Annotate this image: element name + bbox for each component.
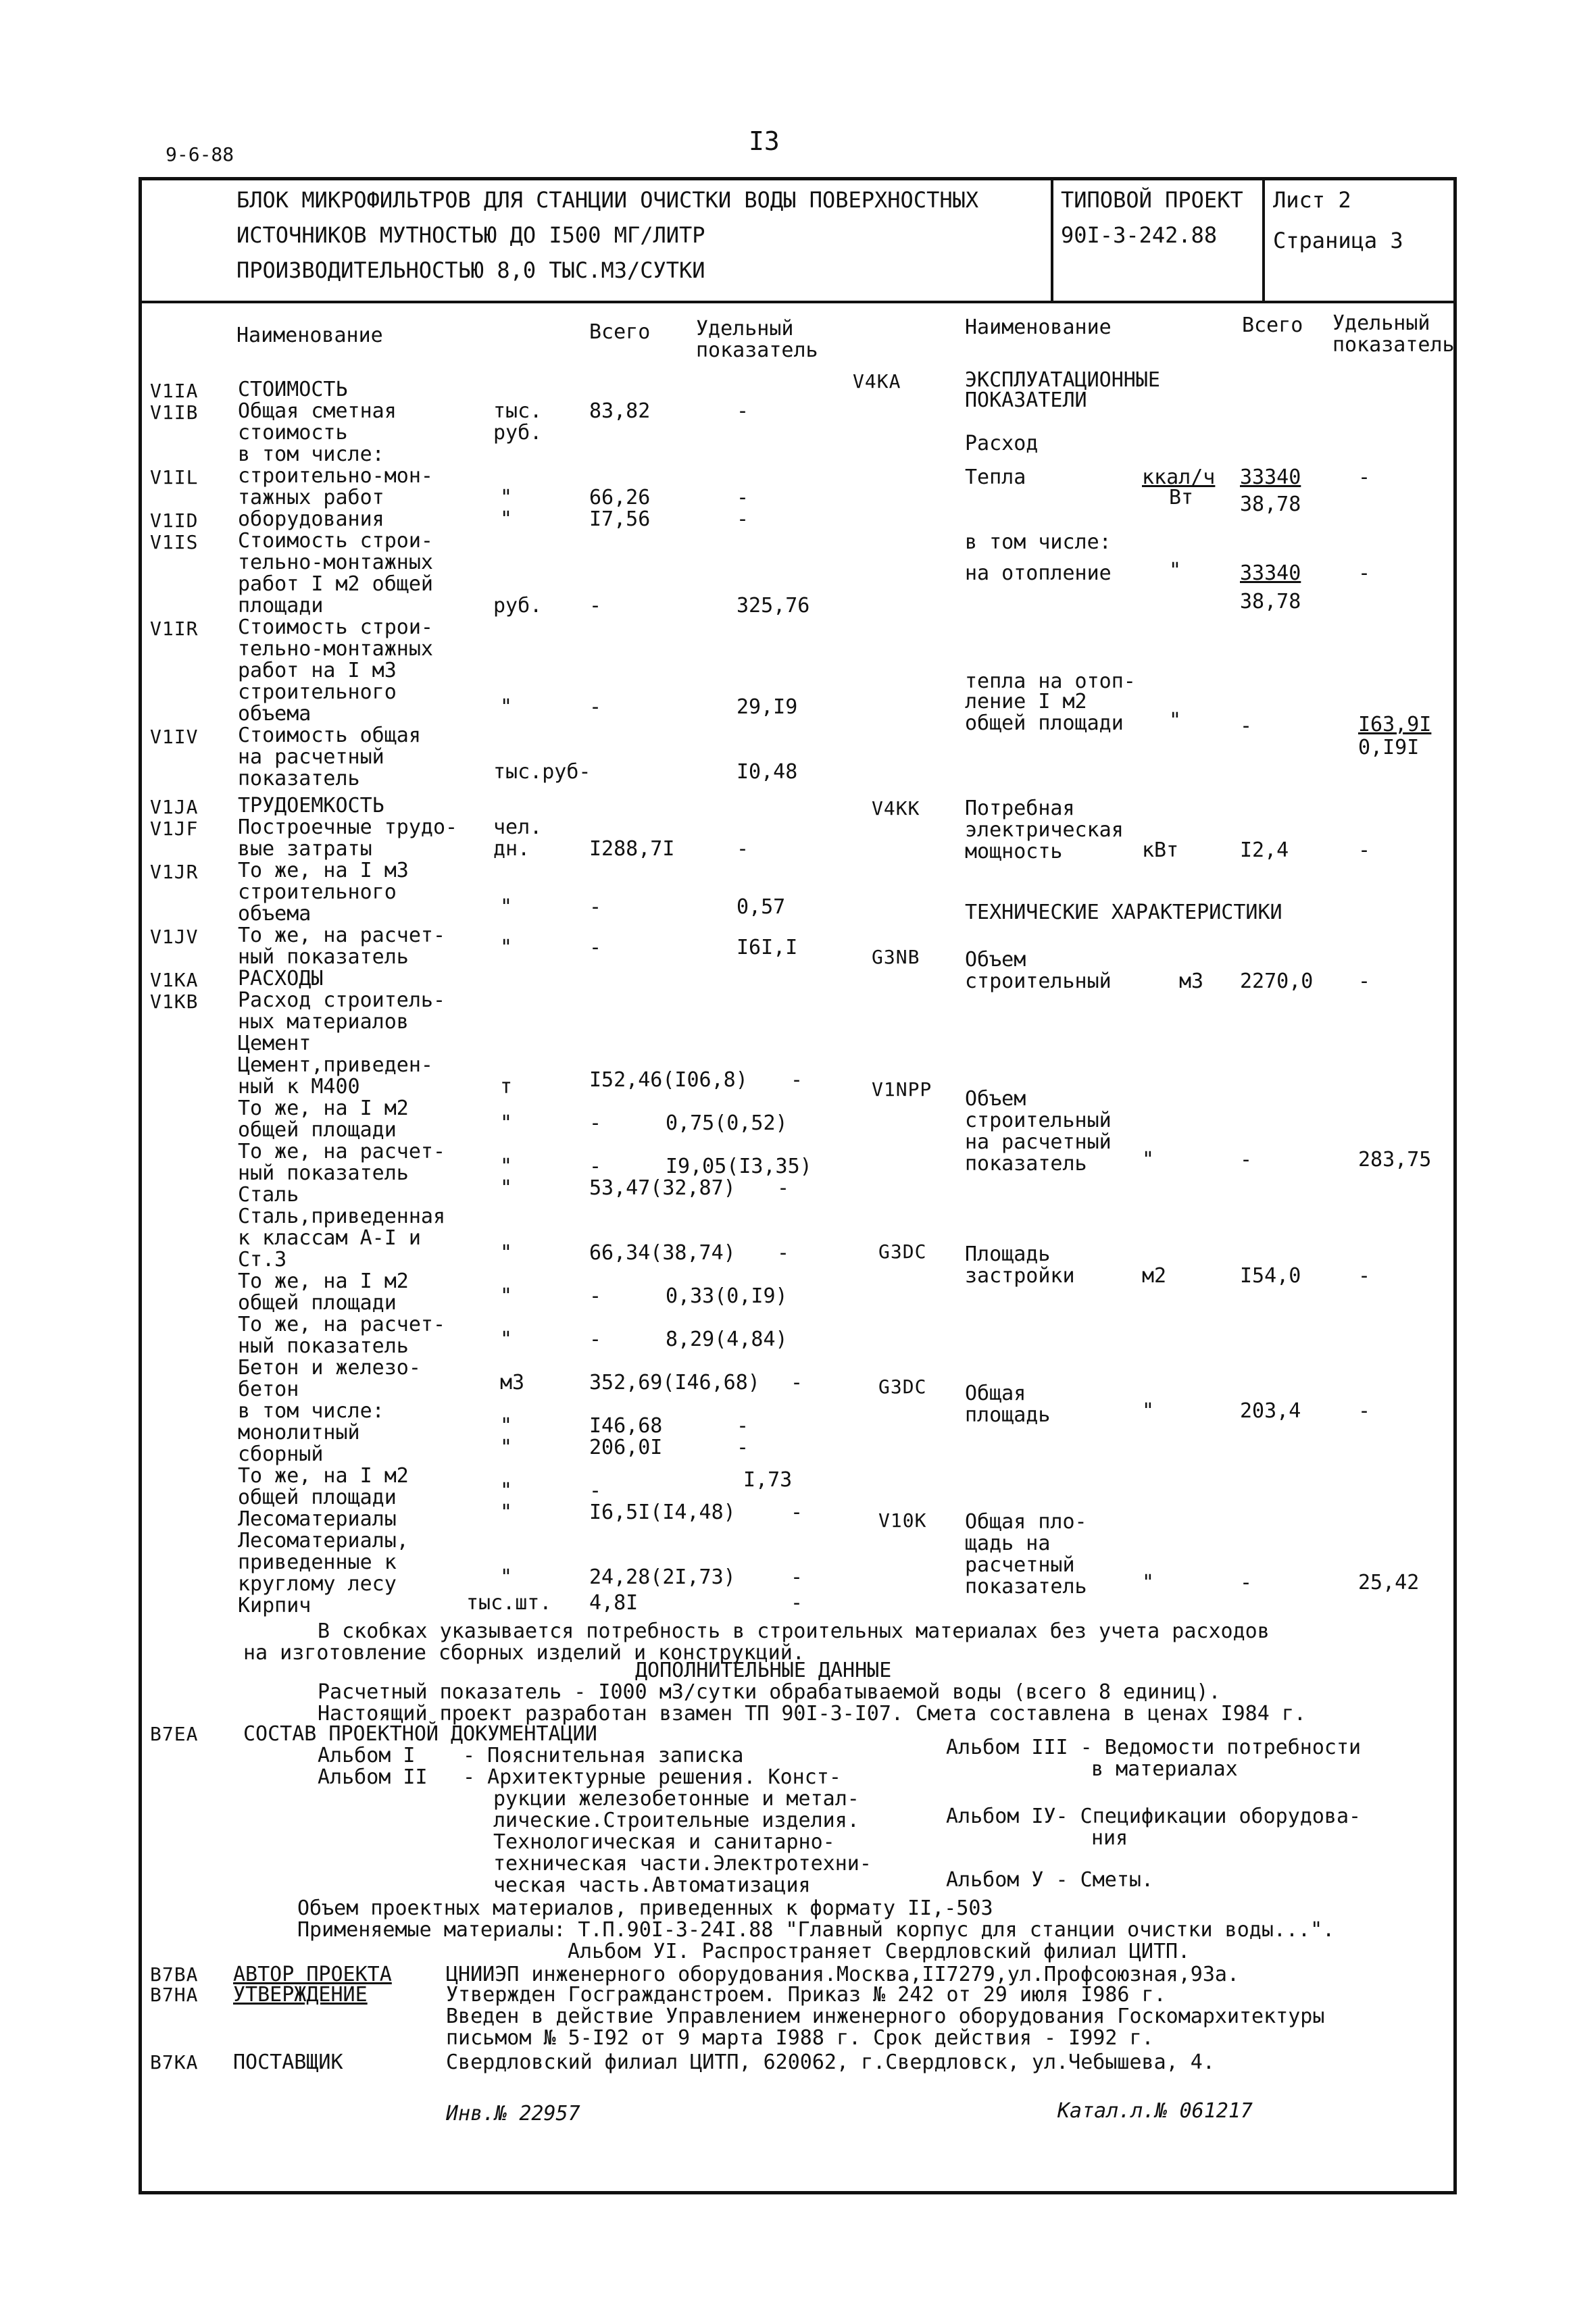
- left-spec: I9,05(I3,35): [666, 1155, 812, 1178]
- code: B7EA: [150, 1723, 199, 1745]
- album-desc: рукции железобетонные и метал-: [493, 1787, 859, 1811]
- left-unit: ": [500, 1155, 513, 1178]
- sheet-number: Лист 2: [1273, 187, 1351, 213]
- note: на изготовление сборных изделий и конструкций.: [243, 1641, 805, 1665]
- left-spec: -: [737, 837, 749, 861]
- left-spec: -: [737, 507, 749, 531]
- right-spec: -: [1358, 970, 1371, 993]
- left-unit: руб.: [493, 421, 543, 445]
- right-unit: ": [1142, 1148, 1155, 1172]
- section-heading: ДОПОЛНИТЕЛЬНЫЕ ДАННЫЕ: [635, 1659, 892, 1682]
- right-spec: 25,42: [1358, 1571, 1420, 1594]
- left-value: -: [589, 594, 602, 618]
- left-spec: 0,57: [737, 895, 786, 919]
- left-text: круглому лесу: [238, 1572, 397, 1596]
- left-text: строительно-мон-: [238, 464, 433, 488]
- left-text: сборный: [238, 1442, 324, 1466]
- code: B7BA: [150, 1963, 199, 1986]
- left-unit: ": [500, 1284, 513, 1308]
- right-text: Тепла: [965, 466, 1026, 489]
- right-text: строительный: [965, 1109, 1112, 1132]
- album-desc: ния: [1091, 1826, 1128, 1850]
- code: G3DC: [878, 1240, 927, 1263]
- right-value: 38,78: [1240, 493, 1301, 516]
- note: Расчетный показатель - I000 м3/сутки обрабатываемой воды (всего 8 единиц).: [318, 1680, 1221, 1704]
- left-text: СТОИМОСТЬ: [238, 378, 348, 401]
- left-unit: дн.: [493, 837, 530, 861]
- code: V1ID: [150, 509, 199, 532]
- left-unit: руб.: [493, 594, 543, 618]
- title-divider: [139, 301, 1457, 303]
- right-text: Расход: [965, 432, 1039, 455]
- left-text: То же, на расчет-: [238, 924, 446, 947]
- left-unit: чел.: [493, 815, 543, 839]
- code: V1JF: [150, 818, 199, 840]
- right-spec: -: [1358, 466, 1371, 489]
- left-text: общей площади: [238, 1486, 397, 1509]
- left-text: в том числе:: [238, 1399, 384, 1423]
- page-label: Страница 3: [1273, 228, 1403, 253]
- album-label: Альбом I: [318, 1744, 416, 1767]
- left-text: ных материалов: [238, 1010, 409, 1034]
- left-unit: ": [500, 486, 513, 509]
- title-line-2: ИСТОЧНИКОВ МУТНОСТЬЮ ДО I500 МГ/ЛИТР: [236, 222, 705, 248]
- left-unit: тыс.: [493, 399, 543, 423]
- note: В скобках указывается потребность в строительных материалах без учета расходов: [318, 1619, 1270, 1643]
- right-spec: -: [1358, 561, 1371, 585]
- right-unit: ": [1142, 1571, 1155, 1594]
- left-text: Лесоматериалы,: [238, 1529, 409, 1553]
- right-text: Объем: [965, 1087, 1026, 1111]
- left-text: строительного: [238, 680, 397, 704]
- right-unit: Вт: [1169, 486, 1194, 509]
- left-spec: -: [737, 486, 749, 509]
- left-text: оборудования: [238, 507, 384, 531]
- left-spec: -: [737, 399, 749, 423]
- right-value: -: [1240, 1148, 1253, 1172]
- left-value: 24,28(2I,73): [589, 1565, 736, 1589]
- right-value: 2270,0: [1240, 970, 1314, 993]
- header-spec-1: Удельный: [696, 317, 794, 341]
- left-text: объема: [238, 702, 311, 726]
- left-value: -: [589, 1328, 602, 1351]
- note: Применяемые материалы: Т.П.90I-3-24I.88 "Главный корпус для станции очистки воды...".: [297, 1918, 1335, 1942]
- header-name: Наименование: [236, 324, 383, 347]
- left-spec: I0,48: [737, 760, 798, 784]
- left-text: То же, на расчет-: [238, 1140, 446, 1163]
- left-value: -: [589, 1111, 602, 1135]
- left-spec: -: [791, 1591, 803, 1615]
- right-value: 33340: [1240, 561, 1301, 585]
- project-code: 90I-3-242.88: [1061, 222, 1218, 248]
- title-line-1: БЛОК МИКРОФИЛЬТРОВ ДЛЯ СТАНЦИИ ОЧИСТКИ ВОДЫ ПОВЕРХНОСТНЫХ: [236, 187, 979, 213]
- right-value: I2,4: [1240, 838, 1289, 862]
- right-text: площадь: [965, 1403, 1051, 1427]
- right-spec: -: [1358, 1264, 1371, 1288]
- left-spec: -: [737, 1414, 749, 1438]
- code: V10K: [878, 1509, 927, 1532]
- left-value: 206,0I: [589, 1436, 663, 1459]
- left-value: I7,56: [589, 507, 651, 531]
- right-text: строительный: [965, 970, 1112, 993]
- left-text: Стоимость строи-: [238, 615, 433, 639]
- left-spec: I6I,I: [737, 936, 798, 959]
- left-text: общей площади: [238, 1291, 397, 1315]
- code: V4KA: [853, 370, 901, 393]
- left-text: Сталь: [238, 1183, 299, 1207]
- left-value: 4,8I: [589, 1591, 639, 1615]
- right-value: -: [1240, 1571, 1253, 1594]
- left-spec: -: [791, 1501, 803, 1524]
- left-spec: -: [791, 1068, 803, 1092]
- approval-value: Утвержден Госгражданстроем. Приказ № 242 от 29 июля I986 г.: [446, 1983, 1166, 2007]
- code: V1JR: [150, 861, 199, 883]
- section-heading: СОСТАВ ПРОЕКТНОЙ ДОКУМЕНТАЦИИ: [243, 1722, 597, 1746]
- left-text: Ст.3: [238, 1248, 287, 1272]
- right-unit: м2: [1142, 1264, 1167, 1288]
- left-text: То же, на расчет-: [238, 1313, 446, 1336]
- left-value: 83,82: [589, 399, 651, 423]
- header-total: Всего: [589, 320, 651, 344]
- left-text: вые затраты: [238, 837, 372, 861]
- album-label: Альбом III - Ведомости потребности: [946, 1736, 1362, 1759]
- left-unit: ": [500, 1501, 513, 1524]
- left-text: строительного: [238, 880, 397, 904]
- left-text: ный к М400: [238, 1075, 360, 1099]
- right-text: Общая: [965, 1382, 1026, 1405]
- right-text: расчетный: [965, 1553, 1075, 1577]
- left-unit: ": [500, 507, 513, 531]
- left-text: монолитный: [238, 1421, 360, 1444]
- album-label: Альбом IУ- Спецификации оборудова-: [946, 1805, 1362, 1828]
- left-spec: 0,75(0,52): [666, 1111, 788, 1135]
- left-text: Построечные трудо-: [238, 815, 458, 839]
- supplier-value: Свердловский филиал ЦИТП, 620062, г.Свердловск, ул.Чебышева, 4.: [446, 2051, 1215, 2074]
- left-text: объема: [238, 902, 311, 926]
- left-value: -: [589, 1155, 602, 1178]
- left-text: на расчетный: [238, 745, 384, 769]
- code: V1KA: [150, 969, 199, 991]
- right-spec: I63,9I: [1358, 713, 1432, 736]
- left-text: ТРУДОЕМКОСТЬ: [238, 794, 384, 818]
- left-text: Общая сметная: [238, 399, 397, 423]
- right-text: в том числе:: [965, 530, 1112, 554]
- album-label: Альбом У - Сметы.: [946, 1868, 1154, 1892]
- left-spec: 0,33(0,I9): [666, 1284, 788, 1308]
- left-value: 53,47(32,87): [589, 1176, 736, 1200]
- left-value: -: [589, 695, 602, 719]
- left-unit: тыс.руб-: [493, 760, 591, 784]
- right-unit: м3: [1179, 970, 1204, 993]
- right-text: мощность: [965, 840, 1063, 863]
- left-spec: 29,I9: [737, 695, 798, 719]
- right-heading: ТЕХНИЧЕСКИЕ ХАРАКТЕРИСТИКИ: [965, 901, 1282, 924]
- header-spec-right-2: показатель: [1332, 333, 1455, 357]
- right-text: показатель: [965, 1152, 1087, 1176]
- left-spec: -: [737, 1436, 749, 1459]
- left-unit: ": [500, 895, 513, 919]
- right-text: Общая пло-: [965, 1510, 1087, 1534]
- left-text: ный показатель: [238, 1161, 409, 1185]
- left-value: -: [589, 1284, 602, 1308]
- code: V1IL: [150, 466, 199, 488]
- left-spec: 325,76: [737, 594, 810, 618]
- code: B7HA: [150, 1984, 199, 2006]
- left-unit: ": [500, 1111, 513, 1135]
- code: V1IR: [150, 618, 199, 640]
- left-unit: ": [500, 1479, 513, 1503]
- left-text: То же, на I м2: [238, 1464, 409, 1488]
- left-spec: I,73: [743, 1468, 793, 1492]
- album-desc: ческая часть.Автоматизация: [493, 1873, 811, 1897]
- left-text: приведенные к: [238, 1551, 397, 1574]
- left-text: Стоимость строи-: [238, 529, 433, 553]
- right-unit: ккал/ч: [1142, 466, 1216, 489]
- left-spec: -: [777, 1241, 790, 1265]
- left-unit: ": [500, 936, 513, 959]
- right-text: Потребная: [965, 797, 1075, 820]
- right-text: показатель: [965, 1575, 1087, 1599]
- approval-label: УТВЕРЖДЕНИЕ: [233, 1983, 368, 2007]
- left-unit: ": [500, 1436, 513, 1459]
- right-spec: -: [1358, 1399, 1371, 1423]
- left-value: -: [589, 936, 602, 959]
- right-unit: ": [1142, 1399, 1155, 1423]
- left-unit: ": [500, 1241, 513, 1265]
- note: письмом № 5-I92 от 9 марта I988 г. Срок действия - I992 г.: [446, 2026, 1154, 2050]
- code: V1KB: [150, 990, 199, 1013]
- left-value: -: [589, 1479, 602, 1503]
- right-spec: 283,75: [1358, 1148, 1432, 1172]
- left-text: То же, на I м2: [238, 1097, 409, 1120]
- right-text: Площадь: [965, 1242, 1051, 1266]
- right-text: Объем: [965, 948, 1026, 972]
- title-line-3: ПРОИЗВОДИТЕЛЬНОСТЬЮ 8,0 ТЫС.М3/СУТКИ: [236, 257, 705, 283]
- left-text: Бетон и железо-: [238, 1356, 421, 1380]
- left-text: показатель: [238, 767, 360, 790]
- code: G3NB: [872, 946, 920, 968]
- left-text: бетон: [238, 1378, 299, 1401]
- left-value: -: [589, 895, 602, 919]
- left-text: То же, на I м3: [238, 859, 409, 882]
- left-text: ный показатель: [238, 1334, 409, 1358]
- album-desc: - Пояснительная записка: [463, 1744, 744, 1767]
- left-text: работ I м2 общей: [238, 572, 433, 596]
- left-unit: м3: [500, 1371, 525, 1394]
- right-text: на расчетный: [965, 1130, 1112, 1154]
- right-value: 38,78: [1240, 590, 1301, 613]
- left-text: Стоимость общая: [238, 724, 421, 747]
- left-value: I288,7I: [589, 837, 675, 861]
- code: V4KK: [872, 797, 920, 820]
- left-text: тельно-монтажных: [238, 637, 433, 661]
- supplier-label: ПОСТАВЩИК: [233, 2051, 343, 2074]
- left-unit: тыс.шт.: [466, 1591, 552, 1615]
- right-value: 33340: [1240, 466, 1301, 489]
- right-value: I54,0: [1240, 1264, 1301, 1288]
- code: B7KA: [150, 2051, 199, 2073]
- right-text: электрическая: [965, 818, 1124, 842]
- code: V1JV: [150, 926, 199, 948]
- code: V1JA: [150, 796, 199, 818]
- right-unit: ": [1169, 709, 1182, 732]
- left-text: Расход строитель-: [238, 988, 446, 1012]
- left-text: Лесоматериалы: [238, 1507, 397, 1531]
- header-total-right: Всего: [1242, 313, 1303, 337]
- right-spec: 0,I9I: [1358, 736, 1420, 759]
- album-desc: техническая части.Электротехни-: [493, 1852, 872, 1876]
- right-text: на отопление: [965, 561, 1112, 585]
- left-text: тажных работ: [238, 486, 384, 509]
- code: V1IB: [150, 401, 199, 424]
- left-value: 352,69(I46,68): [589, 1371, 760, 1394]
- left-text: ный показатель: [238, 945, 409, 969]
- left-text: тельно-монтажных: [238, 551, 433, 574]
- note: Настоящий проект разработан взамен ТП 90I-3-I07. Смета составлена в ценах I984 г.: [318, 1702, 1306, 1726]
- left-spec: 8,29(4,84): [666, 1328, 788, 1351]
- catalog-number: Катал.л.№ 061217: [1057, 2099, 1253, 2123]
- right-text: щадь на: [965, 1532, 1051, 1555]
- left-spec: -: [791, 1565, 803, 1589]
- left-text: к классам А-I и: [238, 1226, 421, 1250]
- page-number: I3: [749, 126, 780, 156]
- left-value: 66,34(38,74): [589, 1241, 736, 1265]
- right-text: ЭКСПЛУАТАЦИОННЫЕ: [965, 368, 1160, 392]
- left-text: стоимость: [238, 421, 348, 445]
- right-text: ление I м2: [965, 690, 1087, 713]
- left-text: То же, на I м2: [238, 1269, 409, 1293]
- code: V1IA: [150, 380, 199, 402]
- left-text: Сталь,приведенная: [238, 1205, 446, 1228]
- left-text: площади: [238, 594, 324, 618]
- left-text: Кирпич: [238, 1594, 311, 1617]
- left-text: Цемент: [238, 1032, 311, 1055]
- title-vline-2: [1262, 177, 1265, 302]
- left-unit: ": [500, 1414, 513, 1438]
- album-desc: Технологическая и санитарно-: [493, 1830, 835, 1854]
- code: V1NPP: [872, 1078, 932, 1101]
- note: Альбом УI. Распространяет Свердловский филиал ЦИТП.: [568, 1940, 1191, 1963]
- left-text: РАСХОДЫ: [238, 967, 324, 990]
- title-vline-1: [1051, 177, 1053, 302]
- right-spec: -: [1358, 838, 1371, 862]
- author-value: ЦНИИЭП инженерного оборудования.Москва,II7279,ул.Профсоюзная,93а.: [446, 1963, 1239, 1986]
- left-value: I52,46(I06,8): [589, 1068, 748, 1092]
- left-value: I6,5I(I4,48): [589, 1501, 736, 1524]
- left-unit: ": [500, 1328, 513, 1351]
- note: Объем проектных материалов, приведенных к формату II,-503: [297, 1896, 993, 1920]
- right-text: общей площади: [965, 711, 1124, 735]
- left-spec: -: [777, 1176, 790, 1200]
- right-unit: кВт: [1142, 838, 1179, 862]
- left-text: общей площади: [238, 1118, 397, 1142]
- album-label: Альбом II: [318, 1765, 428, 1789]
- header-name-right: Наименование: [965, 316, 1112, 339]
- right-value: -: [1240, 714, 1253, 738]
- project-label: ТИПОВОЙ ПРОЕКТ: [1061, 187, 1243, 213]
- note: Введен в действие Управлением инженерного оборудования Госкомархитектуры: [446, 2005, 1325, 2028]
- left-unit: ": [500, 1565, 513, 1589]
- right-text: тепла на отоп-: [965, 670, 1136, 693]
- album-desc: в материалах: [1091, 1757, 1238, 1781]
- left-value: 66,26: [589, 486, 651, 509]
- left-text: работ на I м3: [238, 659, 397, 682]
- inventory-number: Инв.№ 22957: [446, 2102, 580, 2126]
- code: V1IS: [150, 531, 199, 553]
- right-unit: ": [1169, 559, 1182, 582]
- right-text: застройки: [965, 1264, 1075, 1288]
- header-spec-right-1: Удельный: [1332, 311, 1430, 335]
- left-text: в том числе:: [238, 443, 384, 466]
- author-label: АВТОР ПРОЕКТА: [233, 1963, 392, 1986]
- album-desc: - Архитектурные решения. Конст-: [463, 1765, 841, 1789]
- left-unit: т: [500, 1075, 513, 1099]
- code: V1IV: [150, 726, 199, 748]
- left-unit: ": [500, 695, 513, 719]
- left-value: I46,68: [589, 1414, 663, 1438]
- album-desc: лические.Строительные изделия.: [493, 1809, 859, 1832]
- code: G3DC: [878, 1376, 927, 1398]
- right-text: ПОКАЗАТЕЛИ: [965, 388, 1087, 412]
- left-text: Цемент,приведен-: [238, 1053, 433, 1077]
- header-spec-2: показатель: [696, 338, 818, 362]
- right-value: 203,4: [1240, 1399, 1301, 1423]
- left-mark: 9-6-88: [166, 143, 234, 166]
- left-spec: -: [791, 1371, 803, 1394]
- left-unit: ": [500, 1176, 513, 1200]
